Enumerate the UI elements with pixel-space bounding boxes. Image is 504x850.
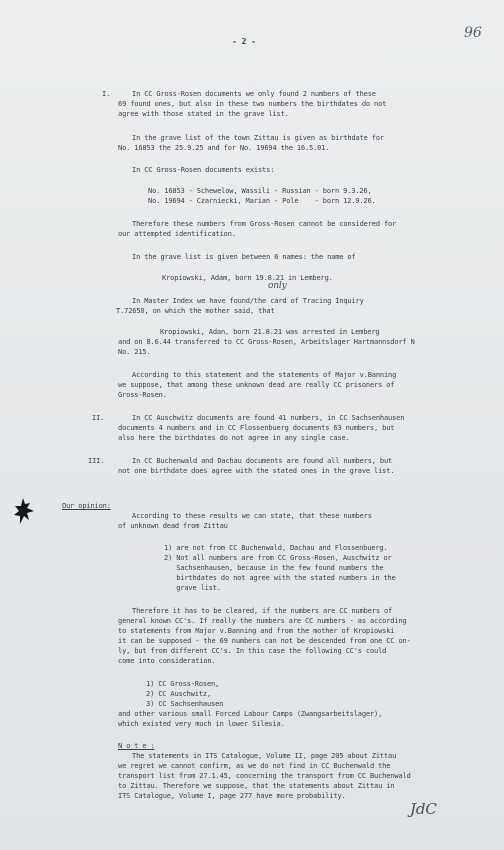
text-line: documents 4 numbers and in CC Flossenbuerg documents 63 numbers, but — [118, 424, 395, 432]
text-line: of unknown dead from Zittau — [118, 522, 228, 530]
text-line: it can be supposed - the 69 numbers can not be descended from one CC on- — [118, 637, 411, 645]
list-item: birthdates do not agree with the stated numbers in the — [164, 574, 396, 582]
text-line: In the grave list is given between 6 names: the name of — [132, 253, 356, 261]
text-line: come into consideration. — [118, 657, 216, 665]
text-line: In CC Auschwitz documents are found 41 numbers, in CC Sachsenhausen — [132, 414, 405, 422]
text-line: In CC Gross-Rosen documents we only found 2 numbers of these — [132, 90, 376, 98]
ink-blot-mark — [14, 498, 34, 524]
list-item: 1) are not from CC Buchenwald, Dachau and Flossenbuerg. — [164, 544, 388, 552]
text-line: which existed very much in lower Silesia. — [118, 720, 285, 728]
text-line: The statements in ITS Catalogue, Volume II, page 205 about Zittau — [132, 752, 397, 760]
text-line: to Zittau. Therefore we suppose, that the statements about Zittau in — [118, 782, 395, 790]
archive-number: 96 — [464, 25, 482, 41]
text-line: agree with those stated in the grave list. — [118, 110, 289, 118]
text-line: and other various small Forced Labour Camps (Zwangsarbeitslager), — [118, 710, 383, 718]
handwritten-initials: JdC — [410, 800, 437, 818]
text-line: According to this statement and the statements of Major v.Banning — [132, 371, 397, 379]
text-line: transport list from 27.1.45, concerning the transport from CC Buchenwald — [118, 772, 411, 780]
handwritten-insert: only — [268, 281, 287, 291]
text-line: No. 215. — [118, 348, 151, 356]
text-line: Gross-Rosen. — [118, 391, 167, 399]
text-line: In CC Gross-Rosen documents exists: — [132, 166, 275, 174]
text-line: Therefore these numbers from Gross-Rosen cannot be considered for — [132, 220, 397, 228]
list-item: grave list. — [164, 584, 221, 592]
text-line: T.72650, on which the mother said, that — [116, 307, 275, 315]
note-heading: N o t e : — [118, 742, 155, 750]
text-line: and on 8.6.44 transferred to CC Gross-Rosen, Arbeitslager Hartmannsdorf N — [118, 338, 415, 346]
text-line: general known CC's. If really the numbers are CC numbers - as according — [118, 617, 407, 625]
list-item: No. 16853 - Schewelow, Wassili - Russian - born 9.3.26, — [148, 187, 372, 195]
text-line: we regret we cannot confirm, as we do not find in CC Buchenwald the — [118, 762, 391, 770]
list-item: 2) Not all numbers are from CC Gross-Rosen, Auschwitz or — [164, 554, 392, 562]
section-numeral: I. — [102, 90, 111, 98]
text-line: also here the birthdates do not agree in any single case. — [118, 434, 350, 442]
text-line: ITS Catalogue, Volume I, page 277 have more probability. — [118, 792, 346, 800]
list-item: No. 19694 - Czarniecki, Marian - Pole - born 12.9.26. — [148, 197, 376, 205]
text-line: Kropiowski, Adan, born 21.8.21 was arrested in Lemberg — [160, 328, 380, 336]
text-line: In Master Index we have found/the card of Tracing Inquiry — [132, 297, 364, 305]
page-number: - 2 - — [232, 37, 257, 46]
text-line: According to these results we can state, that these numbers — [132, 512, 372, 520]
text-line: No. 16853 the 25.9.25 and for No. 19694 the 16.5.01. — [118, 144, 330, 152]
text-line: 69 found ones, but also in these two numbers the birthdates do not — [118, 100, 387, 108]
text-line: Kropiowski, Adam, born 19.8.21 in Lemberg. — [162, 274, 333, 282]
text-line: not one birthdate does agree with the stated ones in the grave list. — [118, 467, 395, 475]
list-item: 3) CC Sachsenhausen — [146, 700, 224, 708]
section-numeral: II. — [92, 414, 105, 422]
opinion-heading: Our opinion: — [62, 502, 111, 510]
list-item: Sachsenhausen, because in the few found numbers the — [164, 564, 384, 572]
text-line: our attempted identification. — [118, 230, 236, 238]
section-numeral: III. — [88, 457, 105, 465]
list-item: 2) CC Auschwitz, — [146, 690, 212, 698]
text-line: In the grave list of the town Zittau is given as birthdate for — [132, 134, 384, 142]
text-line: to statements from Major v.Banning and from the mother of Kropiowski — [118, 627, 395, 635]
text-line: we suppose, that among these unknown dead are really CC prisoners of — [118, 381, 395, 389]
text-line: Therefore it has to be cleared, if the numbers are CC numbers of — [132, 607, 393, 615]
text-line: In CC Buchenwald and Dachau documents are found all numbers, but — [132, 457, 393, 465]
list-item: 1) CC Gross-Rosen, — [146, 680, 220, 688]
text-line: ly, but from different CC's. In this case the following CC's could — [118, 647, 387, 655]
